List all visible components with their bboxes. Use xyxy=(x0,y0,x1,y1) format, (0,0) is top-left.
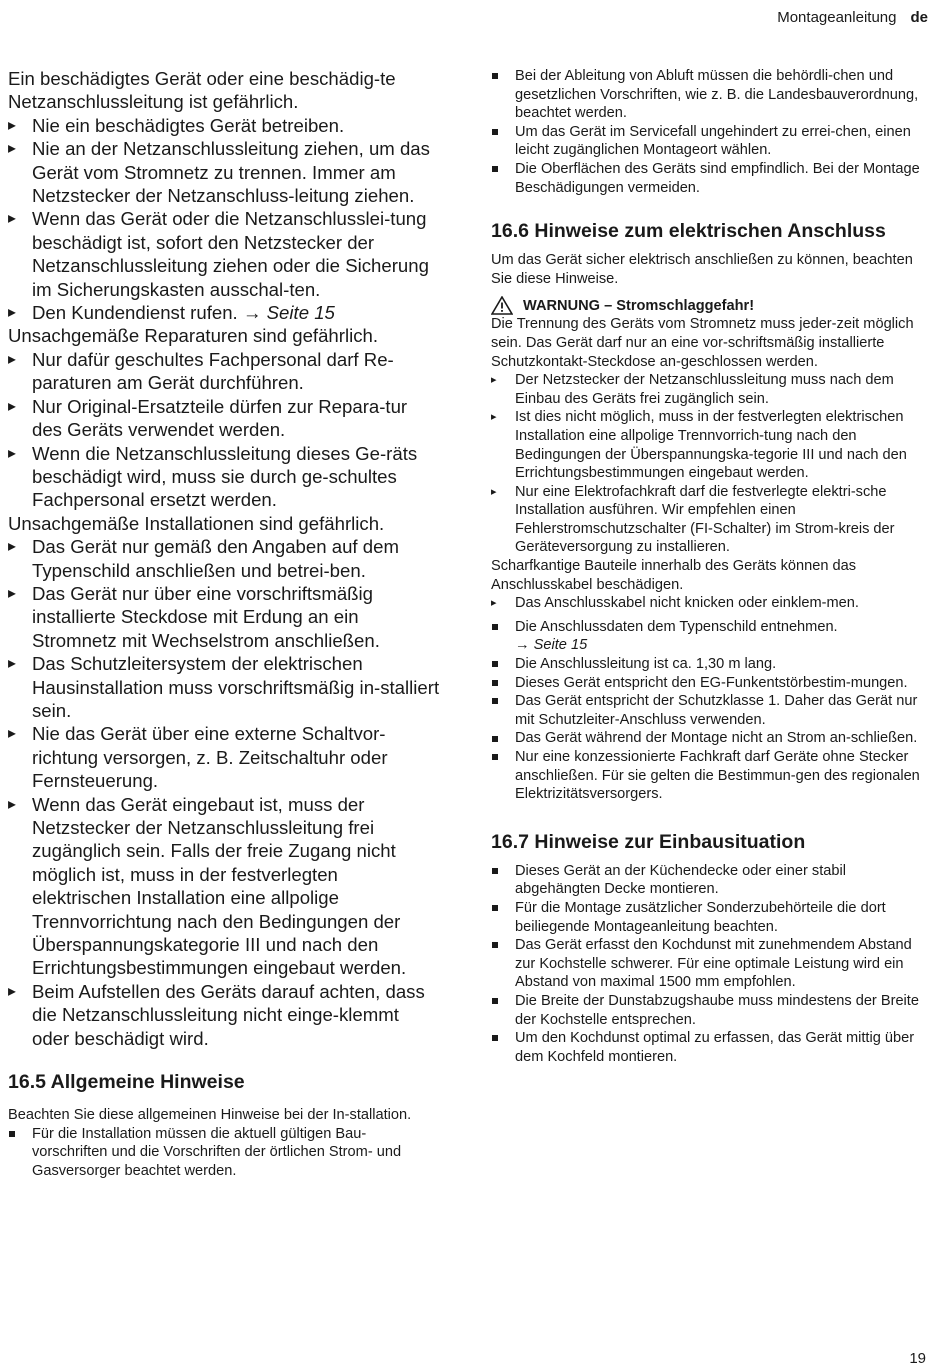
list-item: ▸ Ist dies nicht möglich, muss in der festverlegten elektrischen Installation eine allpolige Trennvorrich-tung nach den Bedingungen der Überspannungska-tegorie III und nach den Errichtungsbestimmungen eingebaut werden. xyxy=(491,408,929,482)
repairs-list xyxy=(8,348,440,512)
list-item: ▸ Der Netzstecker der Netzanschlussleitung muss nach dem Einbau des Geräts frei zugänglich sein. xyxy=(491,371,929,408)
list-item-text: Den Kundendienst rufen. xyxy=(32,302,238,324)
page-reference-link[interactable]: → Seite 15 xyxy=(515,637,588,654)
list-item: ▸ Nie an der Netzanschlussleitung ziehen, um das Gerät vom Stromnetz zu trennen. Immer am Netzstecker der Netzanschluss-leitung ziehen. xyxy=(8,137,440,207)
list-item: Die Anschlussleitung ist ca. 1,30 m lang. xyxy=(491,655,929,674)
section-intro: Beachten Sie diese allgemeinen Hinweise bei der In-stallation. xyxy=(8,1107,412,1124)
list-item: ▸ Nie ein beschädigtes Gerät betreiben. xyxy=(8,114,440,137)
list-item: ▸ Das Schutzleitersystem der elektrischen Hausinstallation muss vorschriftsmäßig in-stalliert sein. xyxy=(8,652,440,722)
list-item: ▸ Beim Aufstellen des Geräts darauf achten, dass die Netzanschlussleitung nicht einge-klemmt oder beschädigt wird. xyxy=(8,980,440,1050)
installation-situation-list xyxy=(491,862,929,1067)
left-column xyxy=(8,67,440,1180)
warning-title: WARNUNG – Stromschlaggefahr! xyxy=(523,297,755,314)
right-column xyxy=(491,67,929,1066)
list-item: ▸ Nur eine Elektrofachkraft darf die festverlegte elektri-sche Installation ausführen. Wir empfehlen einen Fehlerstromschutzschalter (FI-Schalter) im Strom-kreis der Geräteversorgung zu installieren. xyxy=(491,483,929,557)
sharp-edges-list xyxy=(491,594,929,613)
list-item: ▸ Nie das Gerät über eine externe Schaltvor-richtung versorgen, z. B. Zeitschaltuhr oder Fernsteuerung. xyxy=(8,722,440,792)
connection-notes-list xyxy=(491,618,929,804)
general-notes-list xyxy=(8,1125,440,1181)
list-item xyxy=(491,618,929,655)
list-item: ▸ Wenn das Gerät eingebaut ist, muss der Netzstecker der Netzanschlussleitung frei zugänglich sein. Falls der freie Zugang nicht möglich ist, muss in der festverlegten elektrischen Installation eine allpolige Trennvorrichtung nach den Bedingungen der Überspannungskategorie III und nach den Errichtungsbestimmungen eingebaut werden. xyxy=(8,793,440,980)
damaged-device-intro: Ein beschädigtes Gerät oder eine beschädig-te Netzanschlussleitung ist gefährlich. xyxy=(8,68,396,113)
general-notes-continued-list xyxy=(491,67,929,197)
list-item: ▸ Das Anschlusskabel nicht knicken oder einklem-men. xyxy=(491,594,929,613)
list-item: ▸ Das Gerät nur gemäß den Angaben auf dem Typenschild anschließen und betrei-ben. xyxy=(8,535,440,582)
list-item: Das Gerät entspricht der Schutzklasse 1. Daher das Gerät nur mit Schutzleiter-Anschluss verwenden. xyxy=(491,692,929,729)
warning-list xyxy=(491,371,929,557)
section-intro: Um das Gerät sicher elektrisch anschließen zu können, beachten Sie diese Hinweise. xyxy=(491,252,913,287)
list-item xyxy=(8,301,440,324)
list-item: Für die Installation müssen die aktuell gültigen Bau-vorschriften und die Vorschriften der örtlichen Strom- und Gasversorger beachtet werden. xyxy=(8,1125,440,1181)
page-header xyxy=(777,9,928,26)
header-title: Montageanleitung xyxy=(777,9,897,26)
list-item: ▸ Wenn die Netzanschlussleitung dieses Ge-räts beschädigt wird, muss sie durch ge-schultes Fachpersonal ersetzt werden. xyxy=(8,442,440,512)
list-item: Die Oberflächen des Geräts sind empfindlich. Bei der Montage Beschädigungen vermeiden. xyxy=(491,160,929,197)
section-heading-16-6: 16.6 Hinweise zum elektrischen Anschluss xyxy=(491,220,886,243)
list-item: Um das Gerät im Servicefall ungehindert zu errei-chen, einen leicht zugänglichen Montageort wählen. xyxy=(491,123,929,160)
sharp-edges-text: Scharfkantige Bauteile innerhalb des Geräts können das Anschlusskabel beschädigen. xyxy=(491,558,857,593)
page-number: 19 xyxy=(909,1350,926,1367)
page-reference-link[interactable]: → Seite 15 xyxy=(242,302,335,324)
header-language: de xyxy=(910,9,928,26)
list-item: Die Breite der Dunstabzugshaube muss mindestens der Breite der Kochstelle entsprechen. xyxy=(491,992,929,1029)
list-item: Um den Kochdunst optimal zu erfassen, das Gerät mittig über dem Kochfeld montieren. xyxy=(491,1029,929,1066)
warning-heading xyxy=(491,296,929,315)
list-item: Nur eine konzessionierte Fachkraft darf Geräte ohne Stecker anschließen. Für sie gelten die Bestimmun-gen des regionalen Elektrizitätsversorgers. xyxy=(491,748,929,804)
list-item: Das Gerät erfasst den Kochdunst mit zunehmendem Abstand zur Kochstelle schwerer. Für eine optimale Leistung wird ein Abstand von maximal 1500 mm empfohlen. xyxy=(491,936,929,992)
installation-intro: Unsachgemäße Installationen sind gefährlich. xyxy=(8,512,385,534)
list-item: ▸ Das Gerät nur über eine vorschriftsmäßig installierte Steckdose mit Erdung an ein Stromnetz mit Wechselstrom anschließen. xyxy=(8,582,440,652)
list-item: Das Gerät während der Montage nicht an Strom an-schließen. xyxy=(491,729,929,748)
installation-list xyxy=(8,535,440,1050)
list-item: Bei der Ableitung von Abluft müssen die behördli-chen und gesetzlichen Vorschriften, wie z. B. die Landesbauverordnung, beachtet werden. xyxy=(491,67,929,123)
list-item: Dieses Gerät an der Küchendecke oder einer stabil abgehängten Decke montieren. xyxy=(491,862,929,899)
repairs-intro: Unsachgemäße Reparaturen sind gefährlich. xyxy=(8,325,379,347)
list-item: Dieses Gerät entspricht den EG-Funkentstörbestim-mungen. xyxy=(491,674,929,693)
list-item: ▸ Nur Original-Ersatzteile dürfen zur Repara-tur des Geräts verwendet werden. xyxy=(8,395,440,442)
list-item: Für die Montage zusätzlicher Sonderzubehörteile die dort beiliegende Montageanleitung beachten. xyxy=(491,899,929,936)
list-item: ▸ Nur dafür geschultes Fachpersonal darf Re-paraturen am Gerät durchführen. xyxy=(8,348,440,395)
warning-triangle-icon xyxy=(491,296,513,315)
list-item-text: Die Anschlussdaten dem Typenschild entnehmen. xyxy=(515,618,838,635)
section-heading-16-7: 16.7 Hinweise zur Einbausituation xyxy=(491,830,806,853)
warning-text: Die Trennung des Geräts vom Stromnetz muss jeder-zeit möglich sein. Das Gerät darf nur an eine vor-schriftsmäßig installierte Schutzkontakt-Steckdose an-geschlossen werden. xyxy=(491,316,914,370)
damaged-device-list xyxy=(8,114,440,325)
list-item: ▸ Wenn das Gerät oder die Netzanschlusslei-tung beschädigt ist, sofort den Netzstecker der Netzanschlussleitung ziehen oder die Sicherung im Sicherungskasten ausschal-ten. xyxy=(8,207,440,301)
section-heading-16-5: 16.5 Allgemeine Hinweise xyxy=(8,1071,245,1094)
